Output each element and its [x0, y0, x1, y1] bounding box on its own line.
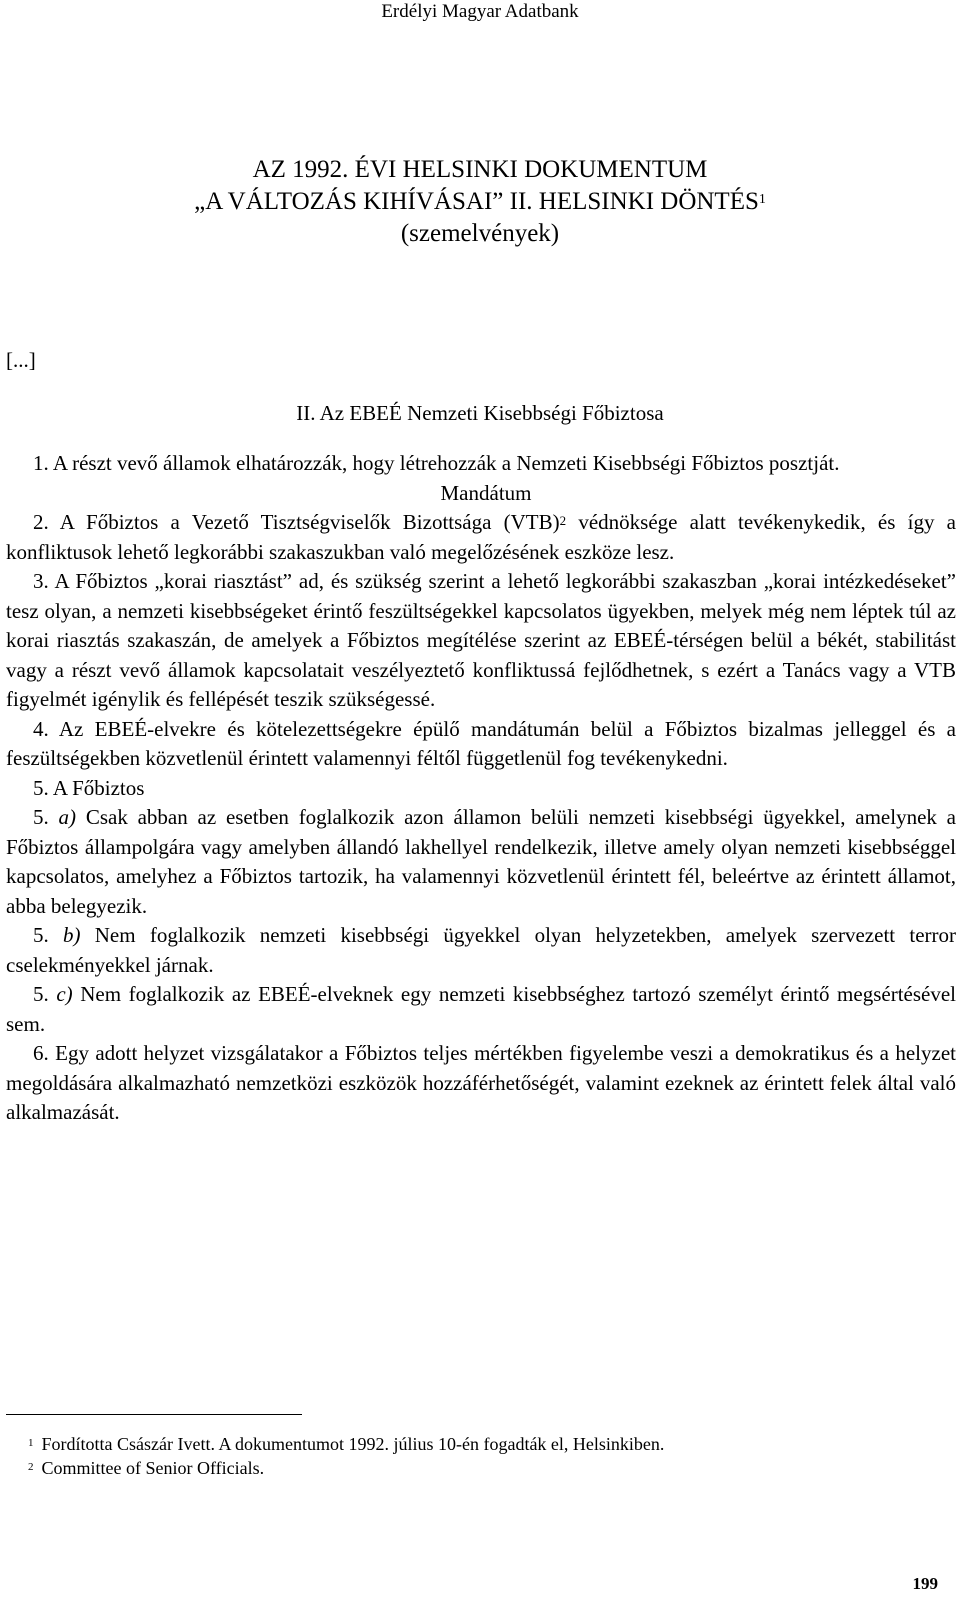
- paragraph-5a-label: a): [58, 805, 77, 829]
- footnotes: [6, 1432, 946, 1480]
- paragraph-2-start: 2. A Főbiztos a Vezető Tisztségviselők Bizottsága (VTB): [33, 510, 560, 534]
- running-header: Erdélyi Magyar Adatbank: [381, 1, 579, 22]
- paragraph-5b: [6, 921, 956, 980]
- paragraph-2: [6, 508, 956, 567]
- paragraph-5c-label: c): [56, 982, 73, 1006]
- paragraph-5a-text: Csak abban az esetben foglalkozik azon államon belüli nemzeti kisebbségi ügyekkel, amelynek a Főbiztos állampolgára vagy amelyben állandó lakhellyel rendelkezik, illetve amely olyan nemzeti kisebbséggel kapcsolatos, amelyhez a Főbiztos tartozik, ha valamennyi közvetlenül érintett fél, beleértve az érintett államot, abba belegyezik.: [6, 805, 956, 918]
- paragraph-5: 5. A Főbiztos: [33, 775, 145, 800]
- footnote-ref-2[interactable]: 2: [559, 513, 567, 528]
- omission-marker: [...]: [6, 348, 36, 372]
- paragraph-5c-num: 5.: [33, 982, 57, 1006]
- title-line-3: (szemelvények): [400, 220, 560, 247]
- paragraph-2-end: védnöksége alatt tevékenykedik, és így a konfliktusok lehető legkorábbi szakaszukban való megelőzésének eszköze lesz.: [6, 510, 956, 564]
- section-heading: II. Az EBEÉ Nemzeti Kisebbségi Főbiztosa: [296, 401, 664, 425]
- page-number: 199: [912, 1574, 938, 1593]
- subheading-mandatum: Mandátum: [440, 480, 532, 505]
- paragraph-5a-num: 5.: [33, 805, 59, 829]
- title-line-2-text: „A VÁLTOZÁS KIHÍVÁSAI” II. HELSINKI DÖNTÉS: [194, 188, 759, 215]
- paragraph-5b-text: Nem foglalkozik nemzeti kisebbségi ügyekkel olyan helyzetekben, amelyek szervezett terror cselekményekkel járnak.: [6, 923, 956, 977]
- paragraph-4: 4. Az EBEÉ-elvekre és kötelezettségekre épülő mandátumán belül a Főbiztos bizalmas jelleggel és a feszültségekben közvetlenül érintett valamennyi féltől függetlenül fog tevékenykedni.: [6, 716, 956, 770]
- footnote-2-text: Committee of Senior Officials.: [41, 1458, 265, 1478]
- paragraph-1: 1. A részt vevő államok elhatározzák, hogy létrehozzák a Nemzeti Kisebbségi Főbiztos posztját.: [33, 451, 840, 475]
- paragraph-6: 6. Egy adott helyzet vizsgálatakor a Főbiztos teljes mértékben figyelembe veszi a demokratikus és a helyzet megoldására alkalmazható nemzetközi eszközök hozzáférhetőségét, valamint ezeknek az érintett felek által való alkalmazását.: [6, 1041, 956, 1124]
- paragraph-5b-label: b): [63, 923, 81, 947]
- footnote-1: [6, 1432, 946, 1456]
- main-text: [6, 449, 956, 1128]
- footnote-1-number: 1: [28, 1437, 34, 1449]
- document-title: [0, 154, 960, 250]
- paragraph-3: 3. A Főbiztos „korai riasztást” ad, és szükség szerint a lehető legkorábbi szakaszban „korai intézkedéseket” tesz olyan, a nemzeti kisebbségeket érintő feszültségekkel kapcsolatos ügyekben, melyek még nem léptek túl az korai riasztás szakaszán, de amelyek a Főbiztos megítélése szerint az EBEÉ-térségen belül a békét, stabilitást vagy a részt vevő államok kapcsolatait veszélyeztető konfliktussá fejlődhetnek, s ezért a Tanács vagy a VTB figyelmét igénylik és fellépését teszik szükségessé.: [6, 569, 956, 711]
- footnote-2: [6, 1456, 946, 1480]
- title-line-2: [0, 186, 960, 218]
- paragraph-5c: [6, 980, 956, 1039]
- paragraph-5b-num: 5.: [33, 923, 64, 947]
- title-line-1: AZ 1992. ÉVI HELSINKI DOKUMENTUM: [252, 156, 708, 183]
- footnote-ref-1[interactable]: 1: [758, 192, 766, 207]
- paragraph-5a: [6, 803, 956, 921]
- footnote-2-number: 2: [28, 1461, 34, 1473]
- footnote-divider: [6, 1414, 302, 1415]
- footnote-1-text: Fordította Császár Ivett. A dokumentumot 1992. július 10-én fogadták el, Helsinkiben.: [41, 1434, 665, 1454]
- paragraph-5c-text: Nem foglalkozik az EBEÉ-elveknek egy nemzeti kisebbséghez tartozó személyt érintő megsértésével sem.: [6, 982, 957, 1036]
